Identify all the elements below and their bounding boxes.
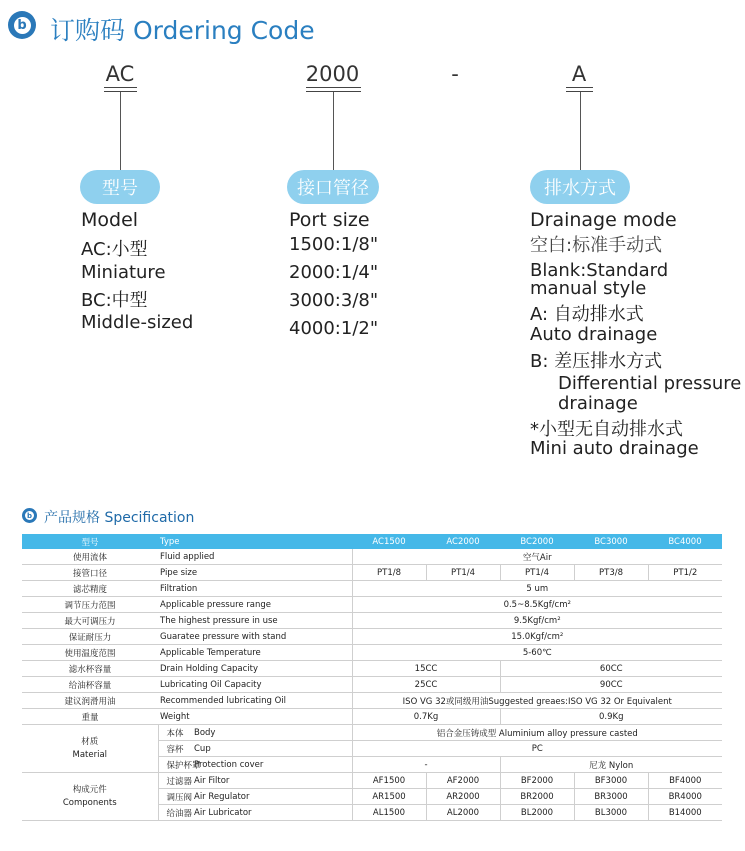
drain-title: Drainage mode (530, 209, 677, 231)
port-item: 4000:1/2" (289, 318, 379, 339)
brand-logo-icon: b (8, 11, 36, 39)
table-row: 建议润滑用油 Recommended lubricating Oil ISO VG 32或同级用油Suggested greaes:ISO VG 32 Or Equivalent (22, 693, 722, 709)
table-row: 滤芯精度 Filtration 5 um (22, 581, 722, 597)
spec-logo-icon: b (22, 508, 37, 523)
code-drain: A (571, 62, 587, 86)
spec-title: 产品规格 Specification (44, 510, 195, 526)
model-bc-en: Middle-sized (81, 312, 194, 333)
model-title: Model (81, 209, 139, 231)
model-pill: 型号 (80, 170, 160, 204)
table-row: 给油器 Air Lubricator AL1500 AL2000 BL2000 BL3000 B14000 (22, 805, 722, 821)
code-drain-connector (580, 92, 581, 170)
table-row: 滤水杯容量 Drain Holding Capacity 15CC 60CC (22, 661, 722, 677)
head-en: Type (158, 534, 352, 549)
table-row: 使用温度范围 Applicable Temperature 5-60℃ (22, 645, 722, 661)
page-title: 订购码 Ordering Code (50, 16, 315, 45)
drain-b-cn: B: 差压排水方式 (530, 351, 663, 372)
drain-a-en: Auto drainage (530, 324, 658, 345)
code-drain-underline (566, 87, 593, 88)
table-row: 重量 Weight 0.7Kg 0.9Kg (22, 709, 722, 725)
head-model: AC2000 (426, 534, 500, 549)
code-dash: - (451, 62, 459, 86)
table-row: 保证耐压力 Guaratee pressure with stand 15.0Kgf/cm² (22, 629, 722, 645)
model-ac-cn: AC:小型 (81, 239, 148, 260)
port-item: 2000:1/4" (289, 262, 379, 283)
drain-pill: 排水方式 (530, 170, 630, 204)
material-label: 材质 Material (22, 725, 158, 773)
table-row: 容杯 Cup PC (22, 741, 722, 757)
table-row: 接管口径 Pipe size PT1/8 PT1/4 PT1/4 PT3/8 PT1/2 (22, 565, 722, 581)
port-pill: 接口管径 (287, 170, 379, 204)
drain-blank-en: Blank:Standard (530, 260, 669, 281)
table-row: 最大可调压力 The highest pressure in use 9.5Kgf/cm² (22, 613, 722, 629)
table-row: 调压阀 Air Regulator AR1500 AR2000 BR2000 BR3000 BR4000 (22, 789, 722, 805)
head-model: BC4000 (648, 534, 722, 549)
model-bc-cn: BC:中型 (81, 290, 148, 311)
code-port: 2000 (305, 62, 360, 86)
table-row: 保护杯罩 Protection cover - 尼龙 Nylon (22, 757, 722, 773)
drain-note-en: Mini auto drainage (530, 438, 699, 459)
code-model: AC (105, 62, 135, 86)
table-row: 构成元件 Components 过滤器 Air Filtor AF1500 AF2000 BF2000 BF3000 BF4000 (22, 773, 722, 789)
head-model: AC1500 (352, 534, 426, 549)
table-row: 使用流体 Fluid applied 空气Air (22, 549, 722, 565)
table-row: 给油杯容量 Lubricating Oil Capacity 25CC 90CC (22, 677, 722, 693)
port-title: Port size (289, 209, 370, 231)
drain-blank-en-2: manual style (530, 278, 647, 299)
code-port-underline (306, 87, 361, 88)
table-row: 材质 Material 本体 Body 铝合金压铸成型 Aluminium alloy pressure casted (22, 725, 722, 741)
port-item: 1500:1/8" (289, 234, 379, 255)
components-label: 构成元件 Components (22, 773, 158, 821)
head-model: BC2000 (500, 534, 574, 549)
table-row (22, 534, 722, 549)
head-model: BC3000 (574, 534, 648, 549)
port-item: 3000:3/8" (289, 290, 379, 311)
model-ac-en: Miniature (81, 262, 166, 283)
spec-table (22, 534, 722, 821)
drain-note-cn: *小型无自动排水式 (530, 419, 683, 440)
drain-b-en: Differential pressure (558, 373, 742, 394)
head-cn: 型号 (22, 534, 158, 549)
table-row: 调节压力范围 Applicable pressure range 0.5~8.5Kgf/cm² (22, 597, 722, 613)
code-port-connector (333, 92, 334, 170)
code-model-underline (104, 87, 137, 88)
code-model-connector (120, 92, 121, 170)
drain-a-cn: A: 自动排水式 (530, 304, 644, 325)
drain-b-en-2: drainage (558, 393, 638, 414)
drain-blank-cn: 空白:标准手动式 (530, 235, 663, 256)
